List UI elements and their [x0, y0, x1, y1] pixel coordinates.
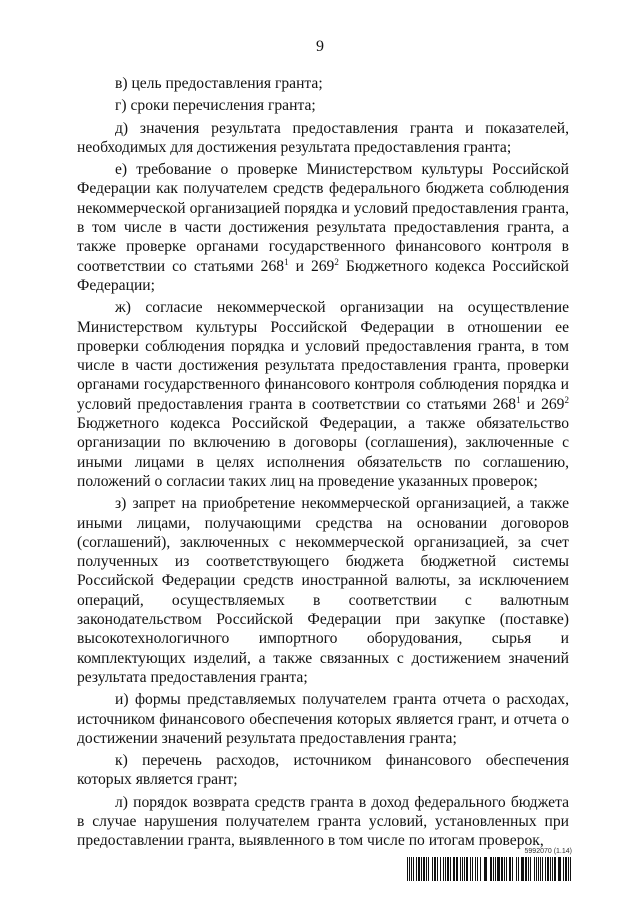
barcode-image — [407, 857, 572, 881]
paragraph-zh: ж) согласие некоммерческой организации на осуществление Министерством культуры Российской Федерации в отношении ее проверки соблюдения порядка и условий предоставления гранта, в том числе в части достижения результата предоставления гранта, проверки органами государственного финансового контроля соблюдения порядка и условий предоставления гранта в соответствии со статьями $268^1$ и $269^2$ Бюджетного кодекса Российской Федерации, а также обязательство организации по включению в договоры (соглашения), заключенные с иными лицами в целях исполнения обязательств по соглашению, положений о согласии таких лиц на проведение указанных проверок; — [77, 299, 569, 490]
page-number: 9 — [316, 38, 324, 55]
barcode-label: 5992070 (1.14) — [524, 848, 572, 855]
paragraph-k: к) перечень расходов, источником финансового обеспечения которых является грант; — [77, 752, 569, 789]
paragraph-d: д) значения результата предоставления гранта и показателей, необходимых для достижения результата предоставления гранта; — [77, 119, 569, 156]
paragraph-z: з) запрет на приобретение некоммерческой организацией, а также иными лицами, получающими средства на основании договоров (соглашений), заключенных с некоммерческой организацией, за счет полученных из соответствующего бюджета бюджетной системы Российской Федерации средств иностранной валюты, за исключением операций, осуществляемых в соответствии с валютным законодательством Российской Федерации при закупке (поставке) высокотехнологичного импортного оборудования, сырья и комплектующих изделий, а также связанных с достижением значений результата предоставления гранта; — [77, 495, 569, 686]
barcode-block — [407, 848, 572, 882]
paragraph-e: е) требование о проверке Министерством культуры Российской Федерации как получателем средств федерального бюджета соблюдения некоммерческой организацией порядка и условий предоставления гранта, в том числе в части достижения результата предоставления гранта, а также проверке органами государственного финансового контроля в соответствии со статьями $268^1$ и $269^2$ Бюджетного кодекса Российской Федерации; — [77, 161, 569, 294]
paragraph-g: г) сроки перечисления гранта; — [115, 97, 316, 115]
paragraph-v: в) цель предоставления гранта; — [115, 75, 323, 92]
document-body — [77, 74, 569, 851]
paragraph-i: и) формы представляемых получателем гранта отчета о расходах, источником финансового обеспечения которых является грант, и отчета о достижении значений результата предоставления гранта; — [77, 691, 569, 747]
paragraph-l: л) порядок возврата средств гранта в доход федерального бюджета в случае нарушения получателем гранта условий, установленных при предоставлении гранта, выявленного в том числе по итогам проверок, — [77, 793, 569, 850]
